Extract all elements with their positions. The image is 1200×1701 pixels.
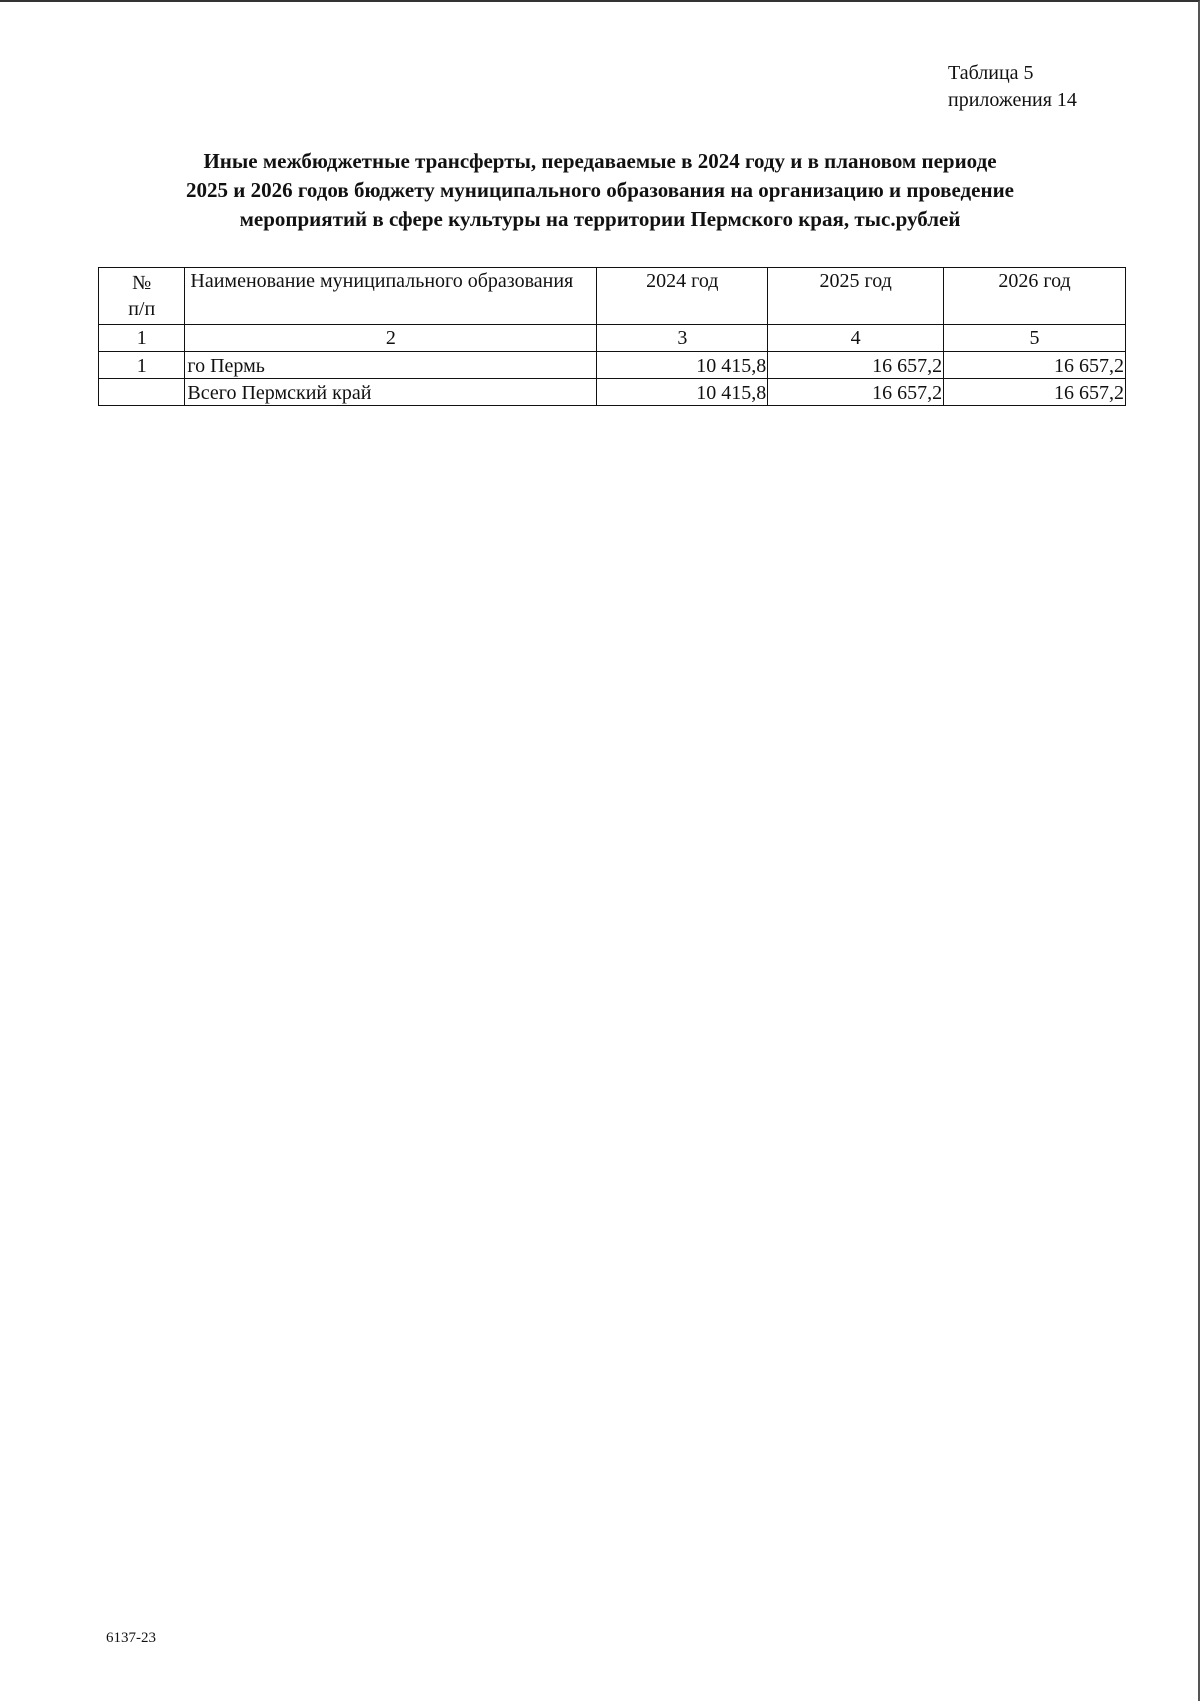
header-year-2026: 2026 год: [944, 268, 1126, 325]
table-total-row: [99, 379, 1126, 406]
row-value-2026: 16 657,2: [944, 352, 1126, 379]
document-title: [100, 147, 1100, 234]
column-number-3: 3: [597, 325, 768, 352]
row-municipality: го Пермь: [185, 352, 597, 379]
header-municipality-name: Наименование муниципального образования: [185, 268, 597, 325]
column-number-4: 4: [768, 325, 944, 352]
transfers-table: [98, 267, 1126, 406]
row-number: 1: [99, 352, 185, 379]
header-number-sign: №: [132, 272, 152, 294]
title-line-2: 2025 и 2026 годов бюджету муниципального образования на организацию и проведение: [186, 178, 1014, 202]
title-line-3: мероприятий в сфере культуры на территории Пермского края, тыс.рублей: [239, 207, 961, 231]
column-number-5: 5: [944, 325, 1126, 352]
table-reference: [948, 60, 1077, 114]
table-header-row: [99, 268, 1126, 325]
header-number-pp: п/п: [128, 298, 156, 320]
row-value-2025: 16 657,2: [768, 379, 944, 406]
header-year-2024: 2024 год: [597, 268, 768, 325]
column-number-2: 2: [185, 325, 597, 352]
header-year-2025: 2025 год: [768, 268, 944, 325]
row-value-2025: 16 657,2: [768, 352, 944, 379]
row-value-2024: 10 415,8: [597, 379, 768, 406]
table-reference-number: Таблица 5: [948, 62, 1034, 84]
row-municipality: Всего Пермский край: [185, 379, 597, 406]
document-code: 6137-23: [106, 1630, 156, 1646]
header-number: [99, 268, 185, 325]
table-reference-appendix: приложения 14: [948, 89, 1077, 111]
row-number: [99, 379, 185, 406]
table-row: [99, 352, 1126, 379]
column-number-row: [99, 325, 1126, 352]
row-value-2024: 10 415,8: [597, 352, 768, 379]
column-number-1: 1: [99, 325, 185, 352]
title-line-1: Иные межбюджетные трансферты, передаваемые в 2024 году и в плановом периоде: [203, 149, 997, 173]
row-value-2026: 16 657,2: [944, 379, 1126, 406]
